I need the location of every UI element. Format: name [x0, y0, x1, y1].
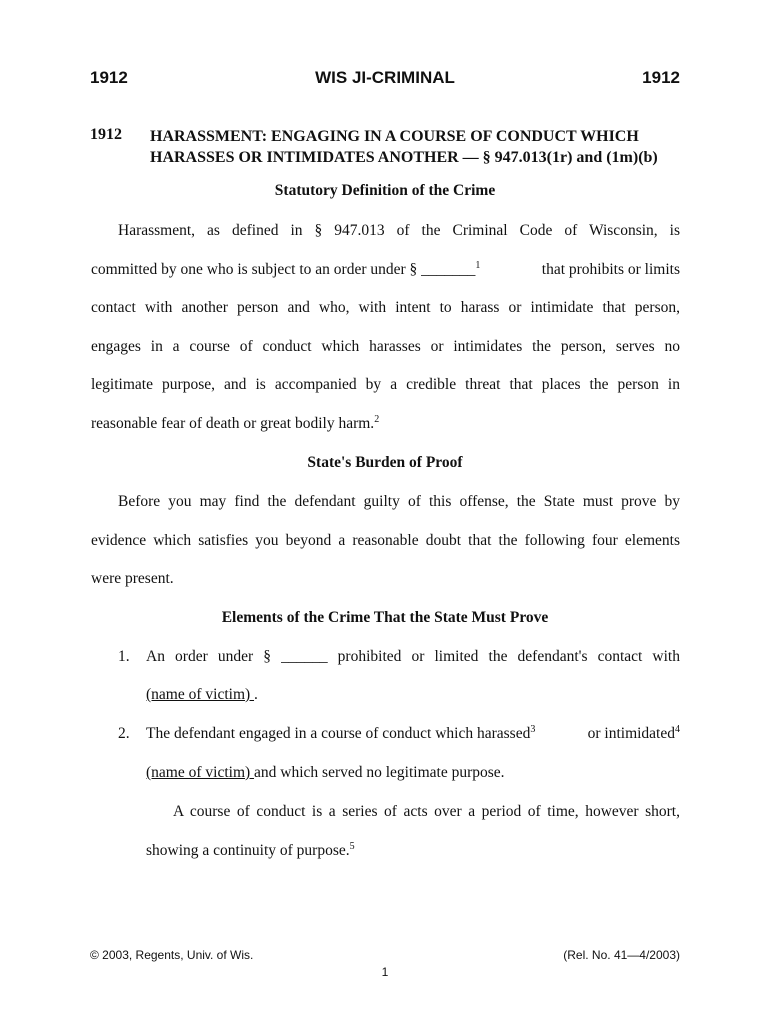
section-heading-elements: Elements of the Crime That the State Must Prove	[221, 609, 549, 626]
element-1-number: 1.	[118, 648, 130, 665]
definition-line-2a: committed by one who is subject to an order under § _______$^1$	[91, 260, 481, 278]
footnote-ref-1: 1	[475, 260, 481, 271]
page-number: 1	[381, 965, 389, 979]
element-2-line-1a: The defendant engaged in a course of conduct which harassed$^3$	[146, 724, 536, 742]
header-title: WIS JI-CRIMINAL	[315, 68, 455, 87]
burden-line-2: evidence which satisfies you beyond a reasonable doubt that the following four elements	[91, 532, 680, 549]
course-line-1: A course of conduct is a series of acts over a period of time, however short,	[173, 803, 680, 820]
definition-line-6: reasonable fear of death or great bodily harm.$^2$	[91, 414, 380, 432]
element-2-line-1b: or intimidated$^4$	[587, 724, 680, 742]
element-1-line-2: (name of victim) .	[146, 686, 258, 703]
definition-line-4: engages in a course of conduct which harasses or intimidates the person, serves no	[91, 338, 680, 355]
footnote-ref-2: 2	[374, 414, 380, 425]
instruction-title-line1: HARASSMENT: ENGAGING IN A COURSE OF CONDUCT WHICH	[150, 128, 639, 145]
section-heading-burden: State's Burden of Proof	[307, 454, 463, 471]
course-line-2: showing a continuity of purpose.$^5$	[146, 841, 355, 859]
footnote-ref-5: 5	[349, 841, 355, 852]
element-2-line-1	[146, 725, 680, 743]
burden-line-3: were present.	[91, 570, 174, 587]
element-2-line-2: (name of victim) and which served no legitimate purpose.	[146, 764, 505, 781]
definition-line-2	[91, 261, 680, 279]
footer-release: (Rel. No. 41—4/2003)	[563, 948, 680, 962]
element-1-line-1: An order under § ______ prohibited or limited the defendant's contact with	[146, 648, 680, 665]
definition-line-2b: that prohibits or limits	[541, 261, 680, 278]
burden-line-1: Before you may find the defendant guilty of this offense, the State must prove by	[118, 493, 680, 510]
footnote-ref-3: 3	[530, 724, 536, 735]
definition-line-5: legitimate purpose, and is accompanied by a credible threat that places the person in	[91, 376, 680, 393]
instruction-number: 1912	[90, 126, 122, 143]
instruction-title	[150, 126, 690, 168]
section-heading-statutory: Statutory Definition of the Crime	[274, 182, 496, 199]
definition-line-1: Harassment, as defined in § 947.013 of the Criminal Code of Wisconsin, is	[118, 222, 680, 239]
victim-name-blank: (name of victim)	[146, 686, 255, 703]
header-left-number: 1912	[90, 68, 128, 87]
footnote-ref-4: 4	[675, 724, 680, 735]
victim-name-blank: (name of victim)	[146, 764, 255, 781]
element-2-number: 2.	[118, 725, 130, 742]
instruction-title-line2: HARASSES OR INTIMIDATES ANOTHER — § 947.013(1r) and (1m)(b)	[150, 149, 658, 166]
definition-line-3: contact with another person and who, with intent to harass or intimidate that person,	[91, 299, 680, 316]
header-right-number: 1912	[642, 68, 680, 87]
footer-copyright: © 2003, Regents, Univ. of Wis.	[90, 948, 254, 962]
